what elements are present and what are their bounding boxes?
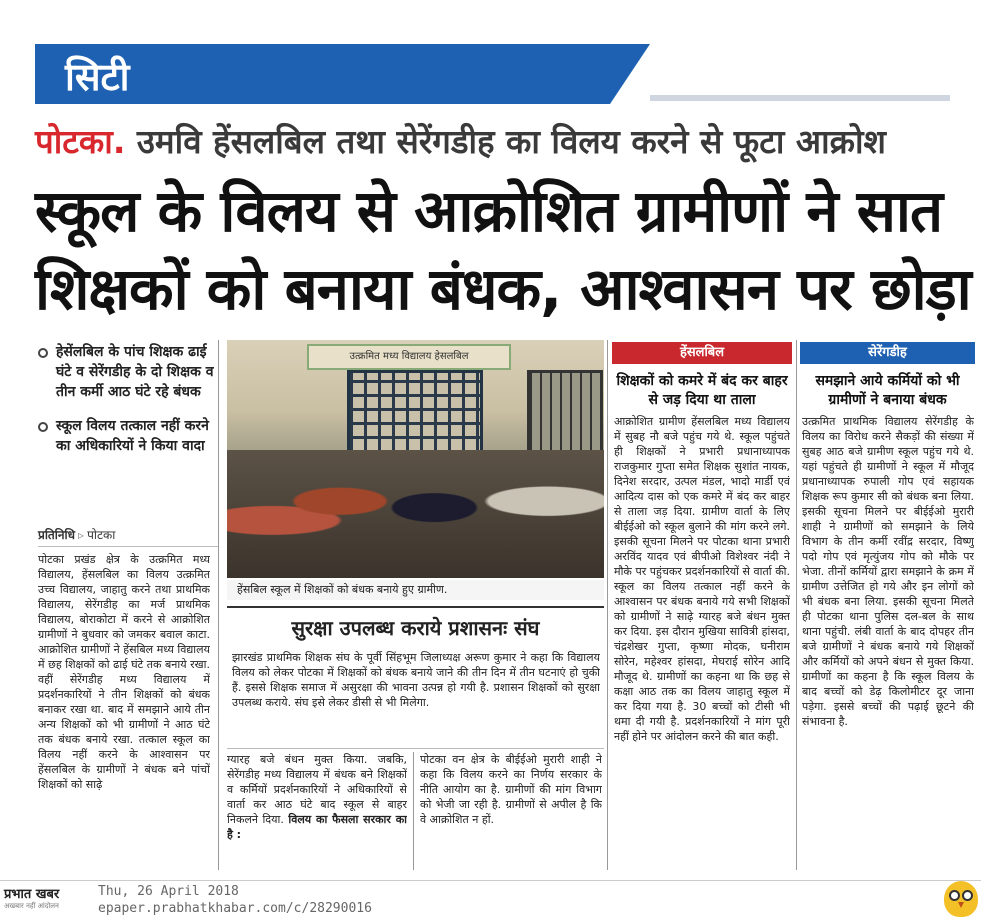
school-sign: उत्क्रमित मध्य विद्यालय हेसलबिल: [307, 344, 511, 370]
edition-url[interactable]: epaper.prabhatkhabar.com/c/28290016: [98, 901, 372, 916]
column-divider: [218, 340, 219, 870]
footer-rule: [0, 880, 981, 881]
section-label: सिटी: [65, 55, 130, 99]
section-band: [35, 44, 610, 104]
sidebar-story-rule: [227, 748, 604, 749]
hensalbil-tag: हेंसलबिल: [612, 342, 792, 364]
serengdih-headline: समझाने आये कर्मियों को भी ग्रामीणों ने बनाया बंधक: [815, 373, 960, 408]
section-band-wedge: [610, 44, 650, 104]
edition-date: Thu, 26 April 2018: [98, 884, 239, 899]
kicker-text: उमवि हेंसलबिल तथा सेरेंगडीह का विलय करने से फूटा आक्रोश: [125, 122, 886, 161]
main-story-col-3: पोटका वन क्षेत्र के बीईईओ मुरारी शाही ने कहा कि विलय करने का निर्णय सरकार के नीति आयोग का है. ग्रामीणों की मांग विभाग को भेजी जा रही है. ग्रामीणों से अपील है कि वे आक्रोशित न हों.: [420, 753, 602, 826]
bullet-circle-icon: [38, 422, 48, 432]
headline-line-2: शिक्षकों को बनाया बंधक, आश्वासन पर छोड़ा: [35, 255, 971, 323]
edition-meta: [98, 883, 372, 917]
column-divider: [413, 752, 414, 870]
section-rule: [650, 95, 950, 101]
brand-tagline: अखबार नहीं आंदोलन: [4, 902, 59, 910]
brand-name: प्रभात खबर: [4, 887, 60, 902]
sidebar-story-text: झारखंड प्राथमिक शिक्षक संघ के पूर्वी सिंहभूम जिलाध्यक्ष अरूण कुमार ने कहा कि विद्यालय विलय को लेकर पोटका में शिक्षकों को बंधक बनाये जाने की तीन दिन में तीन घटनाएं हो चुकी हैं. इससे शिक्षक समाज में असुरक्षा की भावना उत्पन्न हो गयी है. प्रशासन शिक्षकों को सुरक्षा उपलब्ध कराये. संघ इसे लेकर डीसी से भी मिलेगा.: [232, 651, 600, 709]
byline: [38, 526, 115, 543]
column-divider: [607, 340, 608, 870]
hensalbil-headline: शिक्षकों को कमरे में बंद कर बाहर से जड़ दिया था ताला: [616, 373, 788, 408]
subhead-rule: [227, 606, 604, 608]
main-story-col-2: [227, 752, 407, 870]
owl-mascot-icon: [944, 881, 978, 917]
highlight-text: हेसेंलबिल के पांच शिक्षक ढाई घंटे व सेरेंगडीह के दो शिक्षक व तीन कर्मी आठ घंटे रहे बंधक: [56, 344, 214, 400]
chevron-right-icon: ▹: [78, 528, 85, 542]
news-photo: [227, 340, 604, 578]
hensalbil-text: आक्रोशित ग्रामीण हेंसलबिल मध्य विद्यालय में सुबह नौ बजे पहुंच गये थे. स्कूल पहुंचते ही शिक्षकों ने प्रभारी प्रधानाध्यापक राजकुमार गुप्ता समेत शिक्षक सुशांत नायक, दिनेश सरदार, उत्पल मंडल, भादो मार्डी एवं आदित्य दास को एक कमरे में बंद कर बाहर से ताला जड़ दिया. ग्रामीण वार्ता के लिए बीईईओ को स्कूल बुलाने की मांग करने लगे. इसकी सूचना मिलने पर पोटका थाना प्रभारी अरविंद यादव एवं बीपीओ विशेश्वर नंदी ने मौके पर पहुंचकर प्रदर्शनकारियों से वार्ता की. स्कूल का विलय तत्काल नहीं करने के आश्वासन पर बंधक बनाये गये सभी शिक्षकों को ग्रामीणों ने साढ़े ग्यारह बजे बंधन मुक्त कर दिया. इस दौरान मुखिया सावित्री हांसदा, चंद्रशेखर गुप्ता, कृष्णा मोदक, घनीराम सोरेन, महेश्वर हांसदा, मेघराई सोरेन आदि मौजूद थे. ग्रामीणों का कहना था कि छह से कक्षा आठ तक का विलय जाहातु स्कूल में कर दिया गया है. 30 बच्चों को टीसी भी थमा दी गयी है. प्रदर्शनकारियों ने मांग पूरी नहीं होने पर आंदोलन करने की बात कही.: [614, 415, 790, 743]
brand-logo: [4, 884, 90, 916]
kicker-place: पोटका.: [35, 122, 126, 161]
serengdih-text: उत्क्रमित प्राथमिक विद्यालय सेरेंगडीह के विलय का विरोध करने सैकड़ों की संख्या में सुबह आठ बजे ग्रामीण स्कूल पहुंच गये थे. यहां पहुंचते ही ग्रामीणों ने स्कूल में मौजूद प्रधानाध्यापक रुपाली गोप एवं सहायक शिक्षक रूप कुमार सी को बंधक बना लिया. इसकी सूचना मिलने पर बीईईओ मुरारी शाही ने ग्रामीणों को समझाने के लिये विभाग के तीन कर्मी रवींद्र सरदार, विष्णु पदो गोप एवं मृत्युंजय गोप को मौके पर भेजा. तीनों कर्मियों द्वारा समझाने के क्रम में ग्रामीण उत्तेजित हो गये और इन लोगों को भी बंधक बना लिया. इसकी सूचना मिलते ही पोटका थाना पुलिस दल-बल के साथ थाना पहुंची. लंबी वार्ता के बाद दोपहर तीन बजे ग्रामीणों ने बंधक बनाये गये शिक्षकों और कर्मियों को अपने बंधन से मुक्त किया. ग्रामीणों का कहना है कि स्कूल विलय के बाद बच्चों को डेढ़ किलोमीटर दूर जाना पड़ेगा. इससे बच्चों की पढ़ाई छूटने की संभावना है.: [802, 415, 974, 728]
main-story-col-2-text: ग्यारह बजे बंधन मुक्त किया. जबकि, सेरेंगडीह मध्य विद्यालय में बंधक बने शिक्षकों व कर्मियों प्रदर्शनकारियों ने अधिकारियों से वार्ता कर आठ घंटे बाद स्कूल से बाहर निकलने दिया.: [227, 753, 407, 826]
main-story-subhead: विलय का फैसला सरकार का है :: [227, 813, 407, 841]
owl-eye-icon: [949, 890, 960, 901]
bullet-circle-icon: [38, 348, 48, 358]
headline-line-1: स्कूल के विलय से आक्रोशित ग्रामीणों ने सात: [35, 177, 943, 245]
serengdih-tag: सेरेंगडीह: [800, 342, 975, 364]
main-story-col-1: पोटका प्रखंड क्षेत्र के उत्क्रमित मध्य विद्यालय, हेंसलबिल का विलय उत्क्रमित उच्च विद्यालय, जाहातु करने तथा प्राथमिक विद्यालय, सेरेंगडीह का मर्ज प्राथमिक विद्यालय, बोराकोटा में करने से आक्रोशित ग्रामीणों ने बुधवार को जमकर बवाल काटा. आक्रोशित ग्रामीणों ने हेंसबिल मध्य विद्यालय में छह शिक्षकों को ढाई घंटे तक बनाये रखा. वहीं सेरेंगडीह मध्य विद्यालय में प्रदर्शनकारियों ने तीन शिक्षकों को बंधक बनाकर रखा था. बाद में समझाने आये तीन अन्य शिक्षकों को भी ग्रामीणों ने आठ घंटे तक बंधक बनाये रखा. तत्काल स्कूल का विलय नहीं करने के आश्वासन पर हेंसलबिल के ग्रामीणों ने बंधक बने पांचों शिक्षकों को साढ़े: [38, 553, 210, 791]
photo-caption: हेंसबिल स्कूल में शिक्षकों को बंधक बनाये हुए ग्रामीण.: [227, 580, 604, 600]
byline-place: पोटका: [87, 528, 116, 542]
highlight-item: [38, 342, 218, 402]
kicker: [35, 118, 955, 166]
highlight-text: स्कूल विलय तत्काल नहीं करने का अधिकारियों ने किया वादा: [56, 418, 209, 454]
byline-author: प्रतिनिधि: [38, 528, 76, 542]
column-divider: [796, 340, 797, 870]
highlight-item: [38, 416, 218, 456]
owl-eye-icon: [962, 890, 973, 901]
highlights-list: [38, 342, 218, 470]
owl-beak-icon: [958, 902, 964, 908]
byline-rule: [38, 546, 218, 547]
villagers-crowd: [227, 450, 604, 578]
headline: [35, 172, 975, 328]
sidebar-story-headline: सुरक्षा उपलब्ध कराये प्रशासनः संघ: [291, 616, 540, 640]
